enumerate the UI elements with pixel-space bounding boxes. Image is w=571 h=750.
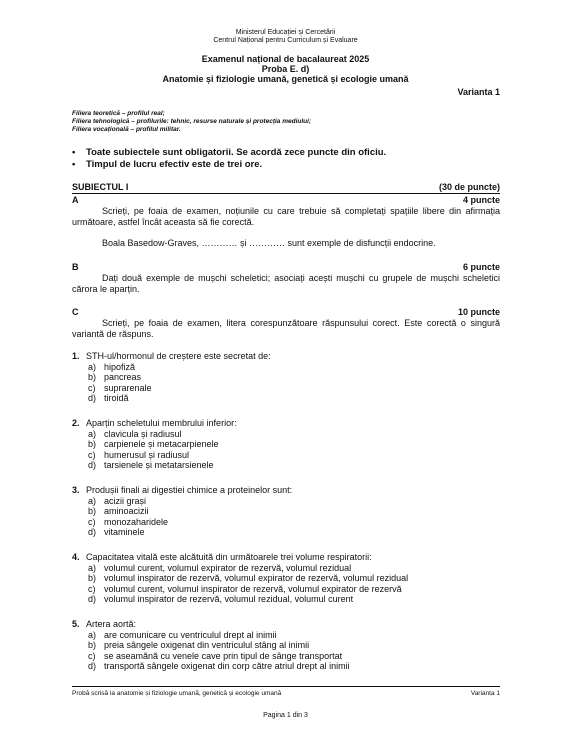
question-number: 4. — [72, 552, 80, 562]
answer-option: b) aminoacizii — [88, 506, 149, 516]
subiect-points: (30 de puncte) — [438, 182, 500, 192]
question-4 — [72, 552, 408, 605]
question-5 — [72, 619, 350, 672]
rule-item: • Timpul de lucru efectiv este de trei ore. — [72, 159, 263, 170]
center-name: Centrul Național pentru Curriculum și Evaluare — [213, 37, 358, 44]
question-number: 1. — [72, 351, 80, 361]
filiera-1: Filiera teoretică – profilul real; — [72, 110, 165, 117]
answer-option: a) volumul curent, volumul expirator de rezervă, volumul rezidual — [88, 562, 352, 573]
answer-option: d) volumul inspirator de rezervă, volumul rezidual, volumul curent — [88, 594, 354, 604]
answer-option: a) clavicula și radiusul — [88, 428, 182, 439]
subject-title: Anatomie și fiziologie umană, genetică și ecologie umană — [162, 74, 409, 84]
section-a-letter: A — [72, 195, 79, 205]
subiect-heading — [72, 182, 500, 194]
section-c-text: Scrieți, pe foaia de examen, litera corespunzătoare răspunsului corect. Este corectă o singură variantă de răspuns. — [72, 318, 500, 339]
answer-option: a) are comunicare cu ventriculul drept al inimii — [88, 629, 277, 640]
question-text: STH-ul/hormonul de creștere este secretat de: — [86, 351, 271, 361]
answer-option: d) transportă sângele oxigenat din corp către atriul drept al inimii — [88, 661, 350, 671]
answer-option: c) monozaharidele — [88, 516, 169, 527]
footer-divider — [72, 686, 500, 687]
question-number: 5. — [72, 619, 80, 629]
footer-subject: Probă scrisă la anatomie și fiziologie umană, genetică și ecologie umană — [72, 690, 282, 697]
proba-label: Proba E. d) — [261, 64, 310, 74]
answer-option: b) preia sângele oxigenat din ventriculul stâng al inimii — [88, 640, 310, 650]
answer-option: a) hipofiză — [88, 361, 136, 372]
section-b-text: Dați două exemple de mușchi scheletici; asociați acești mușchi cu grupele de mușchi scheletici cărora le aparțin. — [72, 273, 500, 294]
exam-title: Examenul național de bacalaureat 2025 — [201, 54, 370, 64]
section-b-points: 6 puncte — [462, 262, 500, 272]
bullet-icon: • — [72, 159, 76, 170]
question-number: 3. — [72, 485, 80, 495]
answer-option: d) tarsienele și metatarsienele — [88, 460, 214, 470]
question-number: 2. — [72, 418, 80, 428]
question-2 — [72, 418, 237, 471]
filiera-3: Filiera vocațională – profilul militar. — [72, 126, 181, 133]
answer-option: b) pancreas — [88, 372, 142, 382]
question-text: Artera aortă: — [86, 619, 137, 629]
answer-option: b) volumul inspirator de rezervă, volumul expirator de rezervă, volumul rezidual — [88, 573, 409, 583]
varianta-label: Varianta 1 — [457, 87, 500, 97]
answer-option: c) suprarenale — [88, 382, 152, 393]
section-a-text: Scrieți, pe foaia de examen, noțiunile cu care trebuie să completați spațiile libere din afirmația următoare, astfel încât aceasta să fie corectă. — [72, 206, 500, 227]
question-text: Capacitatea vitală este alcătuită din următoarele trei volume respiratorii: — [86, 552, 372, 562]
answer-option: c) humerusul și radiusul — [88, 449, 190, 460]
subiect-title: SUBIECTUL I — [72, 182, 129, 192]
footer-varianta: Varianta 1 — [470, 690, 500, 697]
answer-option: b) carpienele și metacarpienele — [88, 439, 219, 449]
section-a-example: Boala Basedow-Graves, ………… și ………… sunt exemple de disfuncții endocrine. — [102, 238, 436, 248]
question-1 — [72, 351, 271, 404]
section-c-points: 10 puncte — [457, 307, 500, 317]
question-3 — [72, 485, 292, 538]
filiera-2: Filiera tehnologică – profilurile: tehnic, resurse naturale și protecția mediului; — [72, 118, 312, 125]
bullet-icon: • — [72, 147, 76, 158]
rule-item: • Toate subiectele sunt obligatorii. Se acordă zece puncte din oficiu. — [72, 147, 387, 158]
answer-option: c) se aseamănă cu venele cave prin tipul de sânge transportat — [88, 650, 343, 661]
answer-option: d) vitaminele — [88, 527, 145, 537]
section-a-points: 4 puncte — [462, 195, 500, 205]
page-number: Pagina 1 din 3 — [263, 712, 308, 719]
section-b-letter: B — [72, 262, 79, 272]
question-text: Aparțin scheletului membrului inferior: — [86, 418, 237, 428]
answer-option: c) volumul curent, volumul inspirator de rezervă, volumul expirator de rezervă — [88, 583, 402, 594]
ministry-name: Ministerul Educației și Cercetării — [235, 29, 336, 36]
section-c-letter: C — [72, 307, 79, 317]
answer-option: d) tiroidă — [88, 393, 129, 403]
exam-rules — [72, 147, 386, 171]
question-text: Produșii finali ai digestiei chimice a proteinelor sunt: — [86, 485, 293, 495]
answer-option: a) acizii grași — [88, 495, 147, 506]
